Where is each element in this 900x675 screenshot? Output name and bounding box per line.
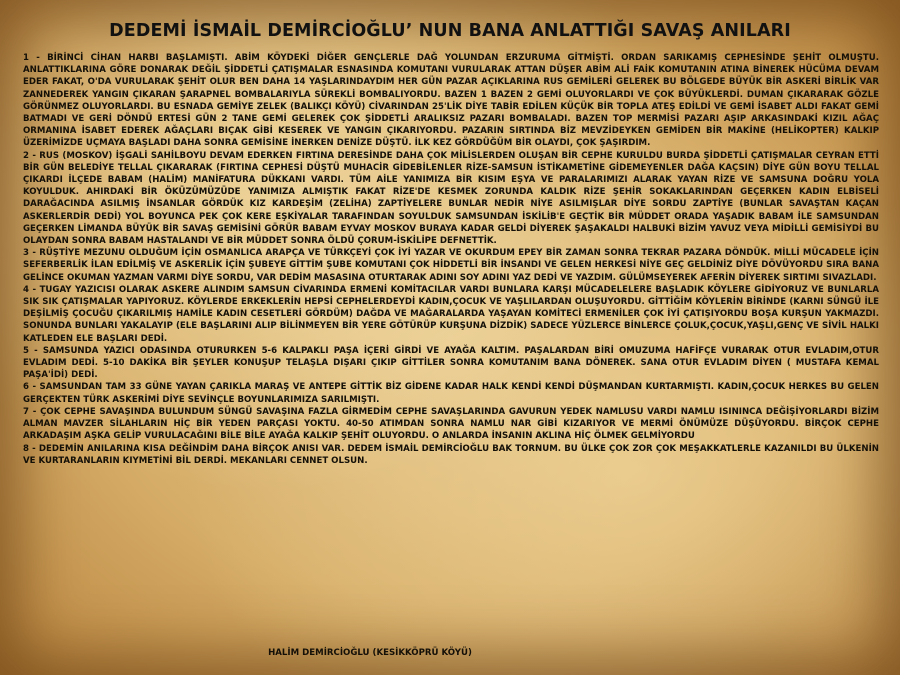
author-signature: HALİM DEMİRCİOĞLU (KESİKKÖPRÜ KÖYÜ) <box>268 648 472 658</box>
document-title: DEDEMİ İSMAİL DEMİRCİOĞLU’ NUN BANA ANLATTIĞI SAVAŞ ANILARI <box>109 21 791 41</box>
memoir-paragraph-8: 8 - DEDEMİN ANILARINA KISA DEĞİNDİM DAHA BİRÇOK ANISI VAR. DEDEM İSMAİL DEMİRCİOĞLU BAK TORNUM. BU ÜLKE ÇOK ZOR ÇOK MEŞAKKATLERLE KAZANILDI BU ÜLKENİN VE KURTARANLARIN KIYMETİNİ BİL DERDİ. MEKANLARI CENNET OLSUN. <box>23 443 879 466</box>
memoir-body <box>23 52 879 467</box>
memoir-paragraph-3: 3 - RÜŞTİYE MEZUNU OLDUĞUM İÇİN OSMANLICA ARAPÇA VE TÜRKÇEYİ ÇOK İYİ YAZAR VE OKURDUM EPEY BİR ZAMAN SONRA TEKRAR PAZARA DÖNDÜK. MİLLİ MÜCADELE İÇİN SEFERBERLİK İLAN EDİLMİŞ VE ASKERLİK İÇİN ŞUBEYE GİTTİM ŞUBE KOMUTANI ÇOK HİDDETLİ BİR İNSANDI VE GELEN HERKESİ NİYE GEÇ GELDİNİZ DİYE DÖVÜYORDU SIRA BANA GELİNCE OKUMAN YAZMAN VARMI DİYE SORDU, VAR DEDİM MASASINA OTURTARAK ADINI SOY ADINI YAZ DEDİ VE YAZDIM. GÜLÜMSEYEREK AFERİN DİYEREK SIRTIMI SIVAZLADI. <box>23 248 879 283</box>
memoir-paragraph-6: 6 - SAMSUNDAN TAM 33 GÜNE YAYAN ÇARIKLA MARAŞ VE ANTEPE GİTTİK BİZ GİDENE KADAR HALK KENDİ KENDİ DÜŞMANDAN KURTARMIŞTI. KADIN,ÇOCUK HERKES BU GELEN GERÇEKTEN TÜRK ASKERİMİ DİYE SEVİNÇLE BOYUNLARIMIZA SARILMIŞTI. <box>23 382 879 405</box>
memoir-paragraph-4: 4 - TUGAY YAZICISI OLARAK ASKERE ALINDIM SAMSUN CİVARINDA ERMENİ KOMİTACILAR VARDI BUNLARA KARŞI MÜCADELELERE BAŞLADIK KÖYLERE GİDİYORUZ VE BUNLARLA SIK SIK ÇATIŞMALAR YAPIYORUZ. KÖYLERDE ERKEKLERİN HEPSİ CEPHELERDEYDİ KADIN,ÇOCUK VE YAŞLILARDAN OLUŞUYORDU. GİTTİĞİM KÖYLERİN BİRİNDE (KARNI SÜNGÜ İLE DEŞİLMİŞ ÇOCUĞU ÇIKARILMIŞ HAMİLE KADIN CESETLERİ GÖRDÜM) DAĞDA VE MAĞARALARDA YAŞAYAN KOMİTECİ ERMENİLER ÇOK İYİ ÇATIŞIYORDU BOŞA KURŞUN YAKMAZDI. SONUNDA BUNLARI YAKALAYIP (ELE BAŞLARINI ALIP BİLİNMEYEN BİR YERE GÖTÜRÜP KURŞUNA DİZDİK) SADECE YÜZLERCE BİNLERCE ÇOLUK,ÇOCUK,YAŞLI,GENÇ VE SİVİL HALKI KATLEDEN ELE BAŞLARI DEDİ. <box>23 284 879 344</box>
memoir-paragraph-7: 7 - ÇOK CEPHE SAVAŞINDA BULUNDUM SÜNGÜ SAVAŞINA FAZLA GİRMEDİM CEPHE SAVAŞLARINDA GAVURUN YEDEK NAMLUSU VARDI NAMLU ISININCA DEĞİŞİYORLARDI BİZİM ALMAN MAVZER SİLAHLARIN HİÇ BİR YEDEN PARÇASI YOKTU. 40-50 ATIMDAN SONRA NAMLU NAR GİBİ KIZARIYOR VE MERMİ ÖNÜMÜZE DÜŞÜYORDU. BİRÇOK CEPHE ARKADAŞIM AŞKA GELİP VURULACAĞINI BİLE BİLE AYAĞA KALKIP ŞEHİT OLUYORDU. O ANLARDA İNSANIN AKLINA HİÇ ÖLMEK GELMİYORDU <box>23 406 879 442</box>
memoir-paragraph-5: 5 - SAMSUNDA YAZICI ODASINDA OTURURKEN 5-6 KALPAKLI PAŞA İÇERİ GİRDİ VE AYAĞA KALTIM. PAŞALARDAN BİRİ OMUZUMA HAFİFÇE VURARAK OTUR EVLADIM,OTUR EVLADIM DEDİ. 5-10 DAKİKA BİR ŞEYLER KONUŞUP TELAŞLA DIŞARI ÇIKIP GİTTİLER SONRA KOMUTANIM BANA DÖNEREK. SANA OTUR EVLADIM DİYEN ( MUSTAFA KEMAL PAŞA'İDİ) DEDİ. <box>23 345 879 381</box>
memoir-paragraph-1: 1 - BİRİNCİ CİHAN HARBI BAŞLAMIŞTI. ABİM KÖYDEKİ DİĞER GENÇLERLE DAĞ YOLUNDAN ERZURUMA GİTMİŞTİ. ORDAN SARIKAMIŞ CEPHESİNDE ŞEHİT OLMUŞTU. ANLATTIKLARINA GÖRE DONARAK DEĞİL ŞİDDETLİ ÇATIŞMALAR ESNASINDA KOMUTANI VURULARAK ATTAN DÜŞER ABİM ALİ FAİK KOMUTANIN ATINA BİNEREK HÜCÜMA DEVAM EDER FAKAT, O'DA VURULARAK ŞEHİT OLUR BEN DAHA 14 YAŞLARINDAYDIM HER GÜN PAZAR AÇIKLARINA RUS GEMİLERİ GELEREK BU BÖLGEDE BÜYÜK BİR ASKERİ BİRLİK VAR ZANNEDEREK YANGIN ÇIKARAN ŞARAPNEL BOMBALARIYLA SÜREKLİ BOMBALIYORDU. BAZEN 1 BAZEN 2 GEMİ OLUYORLARDI VE ÇOK BÜYÜKLERDİ. DUMAN ÇIKARARAK GÖZLE GÖRÜNMEZ OLUYORLARDI. BU ESNADA GEMİYE ZELEK (BALIKÇI KÖYÜ) CİVARINDAN 25'LİK DİYE TABİR EDİLEN KÜÇÜK BİR TOPLA ATEŞ EDİLDİ VE GEMİ İSABET ALDI FAKAT GEMİ BATMADI VE GERİ DÖNDÜ ERTESİ GÜN 2 TANE GEMİ GELEREK ÇOK ŞİDDETLİ ARALIKSIZ PAZARI BOMBALADI. BAZEN TOP MERMİSİ PAZARI AŞIP ARKASINDAKİ KIZIL AĞAÇ ORMANINA İSABET EDEREK AĞAÇLARI BIÇAK GİBİ KESEREK VE YANGIN ÇIKARIYORDU. PAZARIN SIRTINDA BİZ MEVZİDEYKEN GEMİDEN BİR MAKİNE (HELİKOPTER) KALKIP ÜZERİMİZDE UÇMAYA BAŞLADI DAHA SONRA GEMİSİNE İNERKEN DENİZE DÜŞTÜ. İLK KEZ GÖRDÜĞÜM BİR OLAYDI, ÇOK ŞAŞIRDIM. <box>23 53 879 149</box>
memoir-paragraph-2: 2 - RUS (MOSKOV) İŞGALİ SAHİLBOYU DEVAM EDERKEN FIRTINA DERESİNDE DAHA ÇOK MİLİSLERDEN OLUŞAN BİR CEPHE KURULDU BURDA ŞİDDETLİ ÇATIŞMALAR CEYRAN ETTİ BİR GÜN BELEDİYE TELLAL ÇIKARARAK (FIRTINA CEPHESİ DÜŞTÜ MUHACİR GİDEBİLENLER RİZE-SAMSUN İSTİKAMETİNE GİDEMEYENLER DAĞA KAÇSIN) DİYE GÜN BOYU TELLAL ÇIKARDI İLÇEDE BABAM (HALİM) MANİFATURA DÜKKANI VARDI. TÜM AİLE YANIMIZA BİR KISIM EŞYA VE PARALARIMIZI ALARAK YAYAN RİZE VE SAMSUNA DOĞRU YOLA KOYULDUK. AHIRDAKİ BİR ÖKÜZÜMÜZÜDE YANIMIZA ALMIŞTIK FAKAT RİZE'DE KESMEK ZORUNDA KALDIK RİZE ŞEHİR SOKAKLARINDAN GEÇERKEN KADIN ELBİSELİ DARAĞACINDA ASILMIŞ İNSANLAR GÖRDÜK KIZ KARDEŞİM (ZELİHA) ZAPTİYELERE BUNLAR NEDİR NİYE ASILMIŞLAR DİYE SORDU ZAPTİYE (BUNLAR SAVAŞTAN KAÇAN ASKERLERDİR DEDİ) YOL BOYUNCA PEK ÇOK KERE EŞKİYALAR TARAFINDAN SOYULDUK SAMSUNDAN İSKİLİB'E GEÇTİK BİR MÜDDET ORADA YAŞADIK BABAM İLE SAMSUNDAN GEÇERKEN LİMANDA BÜYÜK BİR SAVAŞ GEMİSİNİ GÖRÜR BABAM EYVAY MOSKOV BURAYA KADAR GELDİ DİYEREK ŞAŞAKALDI HALBUKİ BİZİM YAVUZ VEYA MİDİLLİ GEMİSİYDİ BU OLAYDAN SONRA BABAM HASTALANDI VE BİR MÜDDET SONRA ÖLDÜ ÇORUM-İSKİLİPE DEFNETTİK. <box>23 150 879 247</box>
